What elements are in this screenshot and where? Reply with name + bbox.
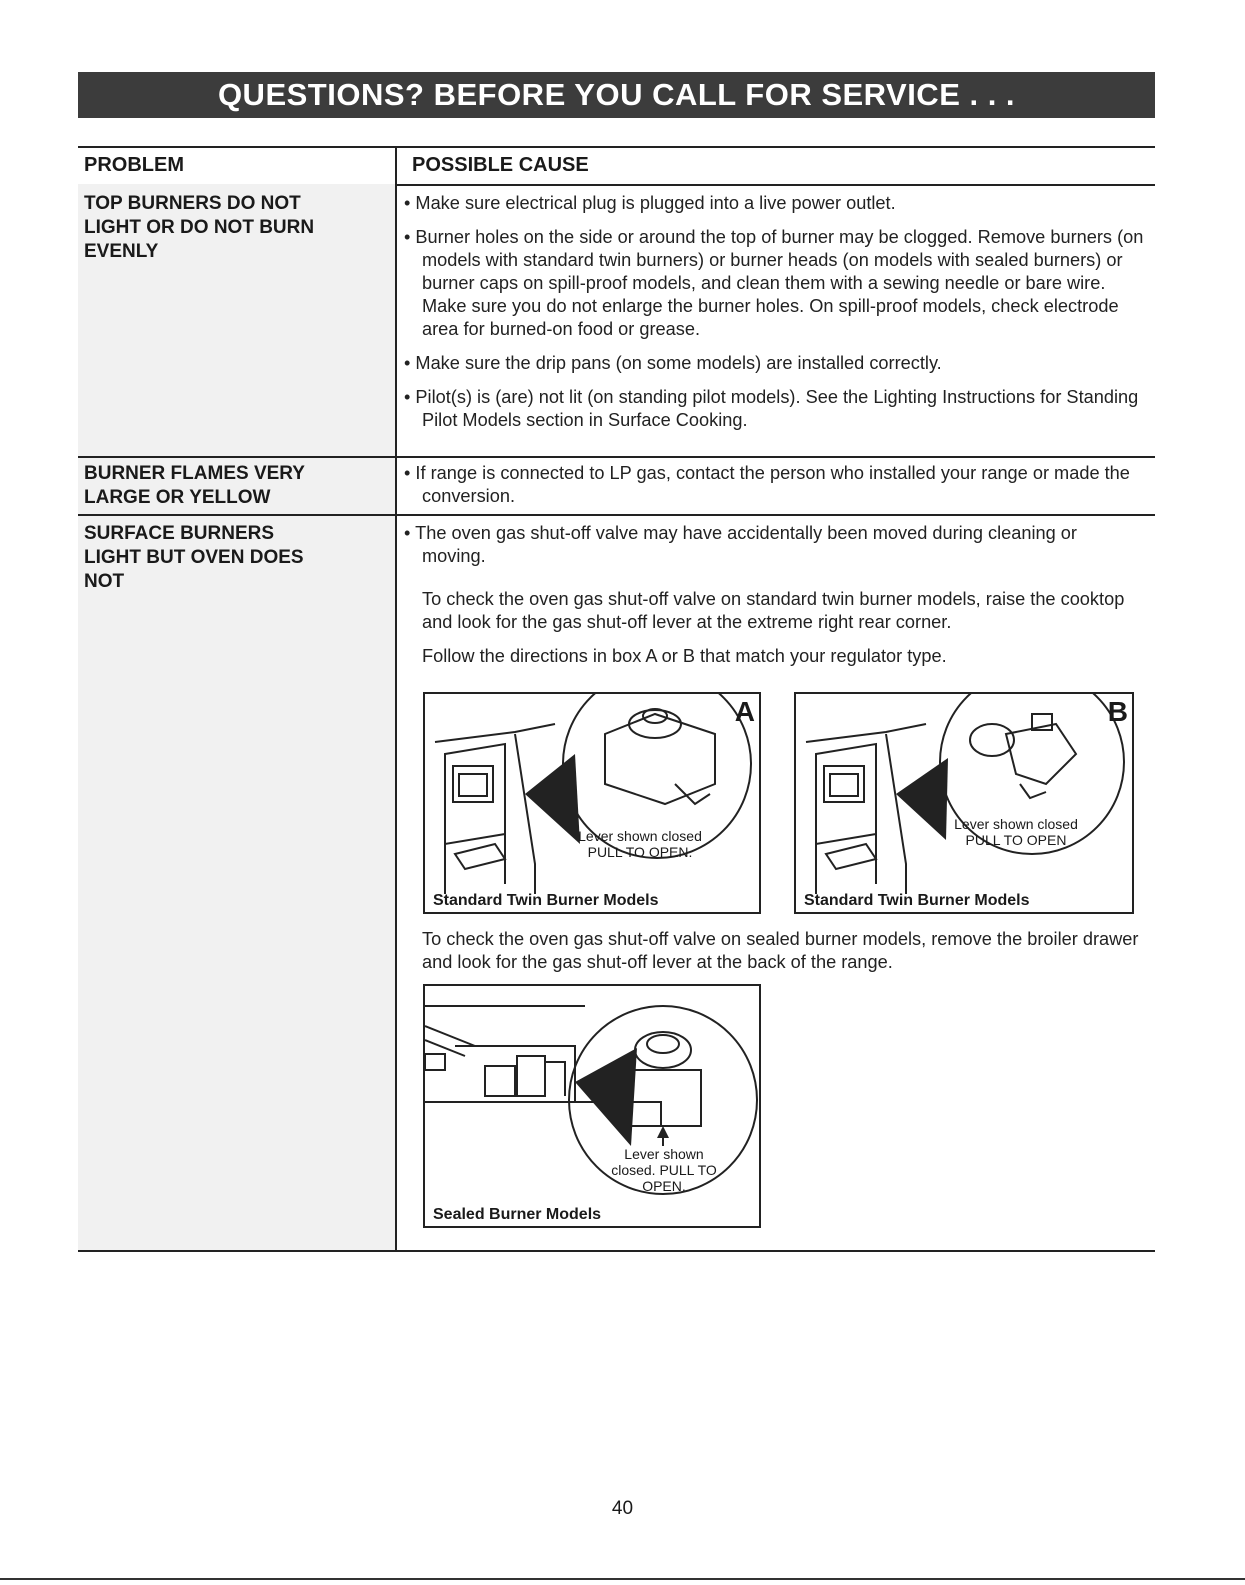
cause-item: Follow the directions in box A or B that match your regulator type. bbox=[422, 646, 947, 666]
page-number: 40 bbox=[611, 1498, 634, 1519]
figure-b-letter: B bbox=[1107, 696, 1128, 727]
row-3-problem-cell bbox=[78, 516, 395, 1251]
row-2-problem: BURNER FLAMES VERY LARGE OR YELLOW bbox=[84, 463, 305, 508]
cause-item: • Make sure electrical plug is plugged into a live power outlet. bbox=[404, 193, 896, 213]
figure-c bbox=[423, 984, 761, 1228]
figure-a-lever-note: Lever shown closed PULL TO OPEN. bbox=[578, 828, 702, 860]
cause-item: • Burner holes on the side or around the top of burner may be clogged. Remove burners (on models with standard twin burners) or burner heads (on models with sealed burners) or burner caps on spill-proof models, and clean them with a sewing needle or bare wire. Make sure you do not enlarge the burner holes. On spill-proof models, check electrode area for burned-on food or grease. bbox=[404, 227, 1144, 339]
row-3-problem: SURFACE BURNERS LIGHT BUT OVEN DOES NOT bbox=[84, 523, 304, 592]
column-divider bbox=[395, 146, 397, 1252]
cause-item: • If range is connected to LP gas, contact the person who installed your range or made the conversion. bbox=[404, 463, 1130, 506]
figure-a bbox=[423, 692, 761, 914]
page-bottom-rule bbox=[0, 1578, 1245, 1580]
figure-a-caption: Standard Twin Burner Models bbox=[433, 892, 659, 909]
row-3-causes bbox=[404, 522, 1144, 679]
cause-column-header: POSSIBLE CAUSE bbox=[412, 154, 589, 176]
figure-c-lever-note: Lever shown closed. PULL TO OPEN. bbox=[611, 1146, 717, 1194]
figure-b-caption: Standard Twin Burner Models bbox=[804, 892, 1030, 909]
row-divider-1 bbox=[78, 456, 1155, 458]
table-header bbox=[78, 146, 1155, 186]
row-3-after-figures bbox=[404, 928, 1144, 985]
page-banner: QUESTIONS? BEFORE YOU CALL FOR SERVICE . . . bbox=[78, 72, 1155, 118]
row-1-problem: TOP BURNERS DO NOT LIGHT OR DO NOT BURN EVENLY bbox=[84, 193, 315, 262]
figure-a-letter: A bbox=[734, 696, 755, 727]
figure-b-lever-note: Lever shown closed PULL TO OPEN bbox=[954, 816, 1078, 848]
cause-item: • Make sure the drip pans (on some models) are installed correctly. bbox=[404, 353, 942, 373]
cause-item: To check the oven gas shut-off valve on standard twin burner models, raise the cooktop and look for the gas shut-off lever at the extreme right rear corner. bbox=[422, 589, 1125, 632]
row-2-causes bbox=[404, 462, 1144, 519]
problem-column-header: PROBLEM bbox=[84, 154, 184, 176]
regulator-a-illustration bbox=[425, 694, 759, 912]
table-bottom-border bbox=[78, 1250, 1155, 1252]
row-2-problem-cell bbox=[78, 458, 395, 514]
row-1-problem-cell bbox=[78, 184, 395, 456]
figure-c-caption: Sealed Burner Models bbox=[433, 1206, 602, 1223]
row-1-causes bbox=[404, 192, 1144, 443]
regulator-b-illustration bbox=[796, 694, 1132, 912]
cause-item: To check the oven gas shut-off valve on sealed burner models, remove the broiler drawer and look for the gas shut-off lever at the back of the range. bbox=[422, 929, 1139, 972]
figure-b bbox=[794, 692, 1134, 914]
cause-item: • Pilot(s) is (are) not lit (on standing pilot models). See the Lighting Instructions for Standing Pilot Models section in Surface Cooking. bbox=[404, 387, 1139, 430]
cause-item: • The oven gas shut-off valve may have accidentally been moved during cleaning or moving. bbox=[404, 523, 1077, 566]
